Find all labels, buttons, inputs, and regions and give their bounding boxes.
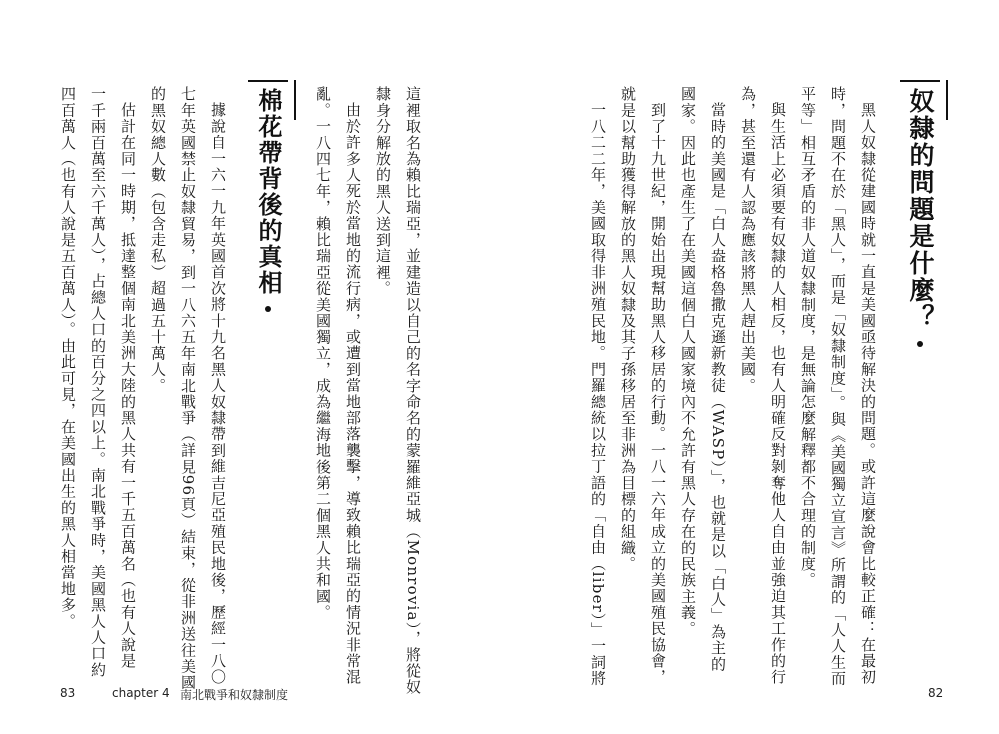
body-line: 隸身分解放的黑人送到這裡。 [374,86,392,297]
body-line: 四百萬人（也有人說是五百萬人）。由此可見，在美國出生的黑人相當地多。 [59,86,77,630]
body-line: 當時的美國是「白人盎格魯撒克遜新教徒（WASP）」，也就是以「白人」為主的 [709,102,727,673]
body-line: 與生活上必須要有奴隸的人相反，也有人明確反對剝奪他人自由並強迫其工作的行 [769,102,787,686]
body-line: 時，問題不在於「黑人」，而是「奴隸制度」。與《美國獨立宣言》所謂的「人人生而 [829,86,847,687]
body-line: 國家。因此也產生了在美國這個白人國家境內不允許有黑人存在的民族主義。 [679,86,697,637]
body-line: 據說自一六一九年英國首次將十九名黑人奴隸帶到維吉尼亞殖民地後，歷經一八〇 [209,102,227,686]
body-line: 的黑奴總人數（包含走私）超過五十萬人。 [149,86,167,394]
left-page-heading [248,86,288,304]
body-line: 由於許多人死於當地的流行病，或遭到當地部落襲擊，導致賴比瑞亞的情況非常混 [344,102,362,686]
chapter-label: chapter 4 [112,686,170,700]
body-line: 一千兩百萬至六千萬人），占總人口的百分之四以上。南北戰爭時，美國黑人人口約 [89,86,107,678]
right-page-number: 82 [928,686,944,700]
heading-end-dot [917,341,923,347]
left-page-heading-text: 棉花帶背後的真相 [254,88,282,296]
right-page-heading-text: 奴隸的問題是什麼？ [906,88,935,331]
heading-rule-side [946,80,948,120]
body-line: 到了十九世紀，開始出現幫助黑人移居的行動。一八一六年成立的美國殖民協會， [649,102,667,686]
heading-end-dot [265,306,271,312]
body-line: 為，甚至還有人認為應該將黑人趕出美國。 [739,86,757,394]
left-page-number: 83 [60,686,76,700]
body-line: 亂。一八四七年，賴比瑞亞從美國獨立，成為繼海地後第二個黑人共和國。 [314,86,332,621]
body-line: 就是以幫助獲得解放的黑人奴隸及其子孫移居至非洲為目標的組織。 [619,86,637,572]
heading-rule-side [294,80,296,120]
body-line: 黑人奴隸從建國時就一直是美國亟待解決的問題。或許這麼說會比較正確：在最初 [859,102,877,686]
body-line: 估計在同一時期，抵達整個南北美洲大陸的黑人共有一千五百萬名（也有人說是 [119,102,137,669]
heading-rule-top [248,80,288,82]
body-line: 一八二二年，美國取得非洲殖民地。門羅總統以拉丁語的「自由（liber）」一詞將 [589,102,607,687]
body-line: 這裡取名為賴比瑞亞，並建造以自己的名字命名的蒙羅維亞城（Monrovia），將從奴 [404,86,422,696]
right-page-heading [900,86,940,339]
body-line: 七年英國禁止奴隸貿易，到一八六五年南北戰爭（詳見96頁）結束，從非洲送往美國 [179,86,197,691]
heading-rule-top [900,80,940,82]
body-line: 平等」相互矛盾的非人道奴隸制度，是無論怎麼解釋都不合理的制度。 [799,86,817,589]
chapter-title: 南北戰爭和奴隸制度 [180,688,289,702]
